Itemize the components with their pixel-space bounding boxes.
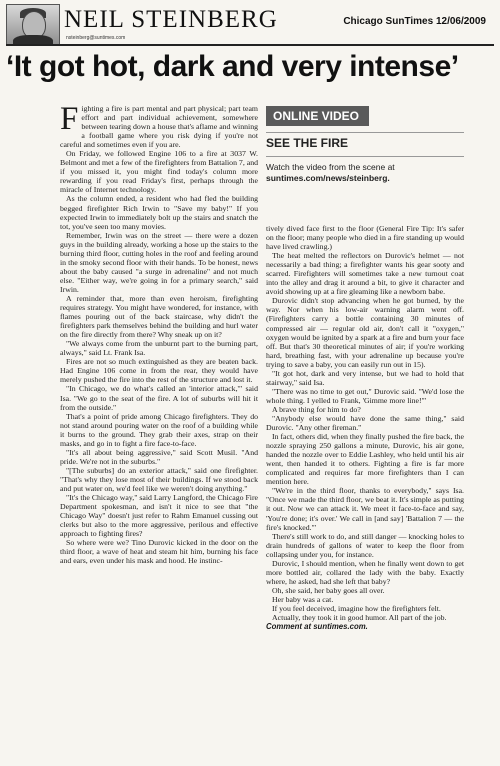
- paragraph: tively dived face first to the floor (General Fire Tip: It's safer on the floor; many people who died in a fire standing up would have lived crawling.): [266, 224, 464, 252]
- paragraph: Her baby was a cat.: [272, 594, 334, 604]
- paragraph: So where were we? Tino Durovic kicked in the door on the third floor, a wave of heat and steam hit him, burning his face and ears, even under his mask and hood. He instinc-: [60, 538, 258, 566]
- columnist-email: nsteinberg@suntimes.com: [66, 35, 126, 41]
- paragraph: A reminder that, more than even heroism, firefighting requires strategy. You might have wondered, for instance, with flames pouring out of the back staircase, why didn't the firefighters park themselves behind the building and hurl water on the fire directly from there? Why sneak up on it?: [60, 293, 258, 340]
- first-paragraph: Fighting a fire is part mental and part physical; part team effort and part individual achievement, somewhere between tearing down a house that's aflame and winning a football game where you risk dying if you're not careful and sometimes even if you are.: [60, 101, 258, 150]
- video-title: SEE THE FIRE: [266, 136, 349, 150]
- dropcap: F: [60, 101, 79, 137]
- paragraph: The heat melted the reflectors on Durovic's helmet — not necessarily a bad thing; a firefighter wants his gear sooty and scarred. Firefighters will sometimes take a new turnout coat into the alley and drag it around a bit, to give it character and avoid showing up at a fire gleaming like a newborn babe.: [266, 251, 464, 297]
- paragraph: "In Chicago, we do what's called an 'interior attack,'" said Isa. "We go to the seat of the fire. A lot of suburbs will hit it from the outside.": [60, 384, 258, 412]
- video-description: Watch the video from the scene at suntimes.com/news/steinberg.: [266, 162, 395, 183]
- paragraph: There's still work to do, and still danger — knocking holes to drain hundreds of gallons of water to keep the floor from collapsing under you, for instance.: [266, 531, 464, 559]
- article-column-2: [266, 224, 464, 631]
- paragraph: "[The suburbs] do an exterior attack," said one firefighter. "That's why they lose most of their buildings. If we stood back and put water on, we'd feel like we weren't doing anything.": [60, 465, 258, 493]
- paragraph: "We're in the third floor, thanks to everybody," says Isa. "Once we made the third floor, we beat it. It's simple as putting it out. Now we can attack it. We meet it face-to-face and say, 'You're done; it's over.' We call in [and say] 'Battalion 7 — the fire's knocked.'": [266, 486, 464, 532]
- masthead: [6, 4, 494, 50]
- paragraph: On Friday, we followed Engine 106 to a fire at 3037 W. Belmont and met a few of the firefighters from Battalion 7, and if you missed it, you might find today's column more rewarding if you read Friday's first, perhaps through the miracle of Internet technology.: [60, 149, 258, 195]
- online-video-box: [266, 106, 464, 219]
- headline: ‘It got hot, dark and very intense’: [6, 50, 459, 83]
- columnist-name: NEIL STEINBERG: [64, 6, 278, 33]
- paragraph: Durovic, I should mention, when he finally went down to get more bottled air, collared the lady with the baby. Exactly where, he asked, had she left that baby?: [266, 558, 464, 586]
- paragraph: Durovic didn't stop advancing when he got burned, by the way. Nor when his low-air warning alarm went off. (Firefighters carry a bottle containing 30 minutes of compressed air — regular old air, don't call it "oxygen," oxygen would be ignited by a spark at a fire and burn your face off. But that's 30 theoretical minutes of air; if you're working hard, breathing fast, with your adrenaline up because you're trying to save a baby, you can easily run out in 15).: [266, 296, 464, 369]
- article-column-1: [60, 101, 258, 566]
- paragraph: Oh, she said, her baby goes all over.: [272, 585, 385, 595]
- paragraph: If you feel deceived, imagine how the firefighters felt.: [272, 603, 441, 613]
- comment-link[interactable]: Comment at suntimes.com.: [266, 622, 368, 632]
- paragraph: That's a point of pride among Chicago firefighters. They do not stand around pouring water on the roof of a building while it burns to the ground. They grab their axes, strap on their masks, and go in to fight a fire face-to-face.: [60, 411, 258, 448]
- paragraph: "We always come from the unburnt part to the burning part, always," said Lt. Frank Isa.: [60, 339, 258, 358]
- paragraph: "It got hot, dark and very intense, but we had to hold that stairway," said Isa.: [266, 368, 464, 387]
- paragraph: A brave thing for him to do?: [272, 404, 361, 414]
- paragraph: In fact, others did, when they finally pushed the fire back, the nozzle spraying 250 gallons a minute, Durovic, his air gone, handed the nozzle over to Eddie Lashley, who held until his air went, then handed it to others. Fighting a fire is far more complicated and requires far more firefighters than I can mention here.: [266, 432, 464, 487]
- paragraph: As the column ended, a resident who had fled the building begged firefighter Rich Irwin to "Save my baby!" If you expected Irwin to immediately bolt up the stairs and snatch the tot, you've seen too many movies.: [60, 194, 258, 231]
- paragraph: Fires are not so much extinguished as they are beaten back. Had Engine 106 come in from the rear, they would have merely pushed the fire into the rest of the structure and lost it.: [60, 357, 258, 385]
- columnist-headshot: [6, 4, 60, 46]
- paragraph: "Anybody else would have done the same thing," said Durovic. "Any other fireman.": [266, 413, 464, 433]
- video-link[interactable]: suntimes.com/news/steinberg.: [266, 173, 390, 183]
- paragraph: "It's all about being aggressive," said Scott Musil. "And pride. We're not in the suburbs.": [60, 447, 258, 466]
- online-video-tag: ONLINE VIDEO: [266, 106, 369, 126]
- paragraph: "There was no time to get out," Durovic said. "We'd lose the whole thing. I yelled to Frank, 'Gimme more line!'": [266, 386, 464, 405]
- paragraph: Actually, they took it in good humor. All part of the job.: [272, 613, 447, 623]
- paragraph: "It's the Chicago way," said Larry Langford, the Chicago Fire Department spokesman, and isn't it nice to see that "the Chicago Way" doesn't just refer to Rahm Emanuel cussing out clerks but also to the more aggressive, perilous and effective approach to fighting fires?: [60, 493, 258, 539]
- paper-info: Chicago SunTimes 12/06/2009: [343, 16, 486, 27]
- masthead-rule: [6, 44, 494, 46]
- paragraph: Remember, Irwin was on the street — there were a dozen guys in the building already, working a hose up the stairs to the burning third floor, cutting holes in the roof and feeling around in the smoky second floor with their hands. To be honest, news about the baby caused "a surge in adrenaline" and not much else. "Either way, we're going in for a primary search," said Irwin.: [60, 230, 258, 294]
